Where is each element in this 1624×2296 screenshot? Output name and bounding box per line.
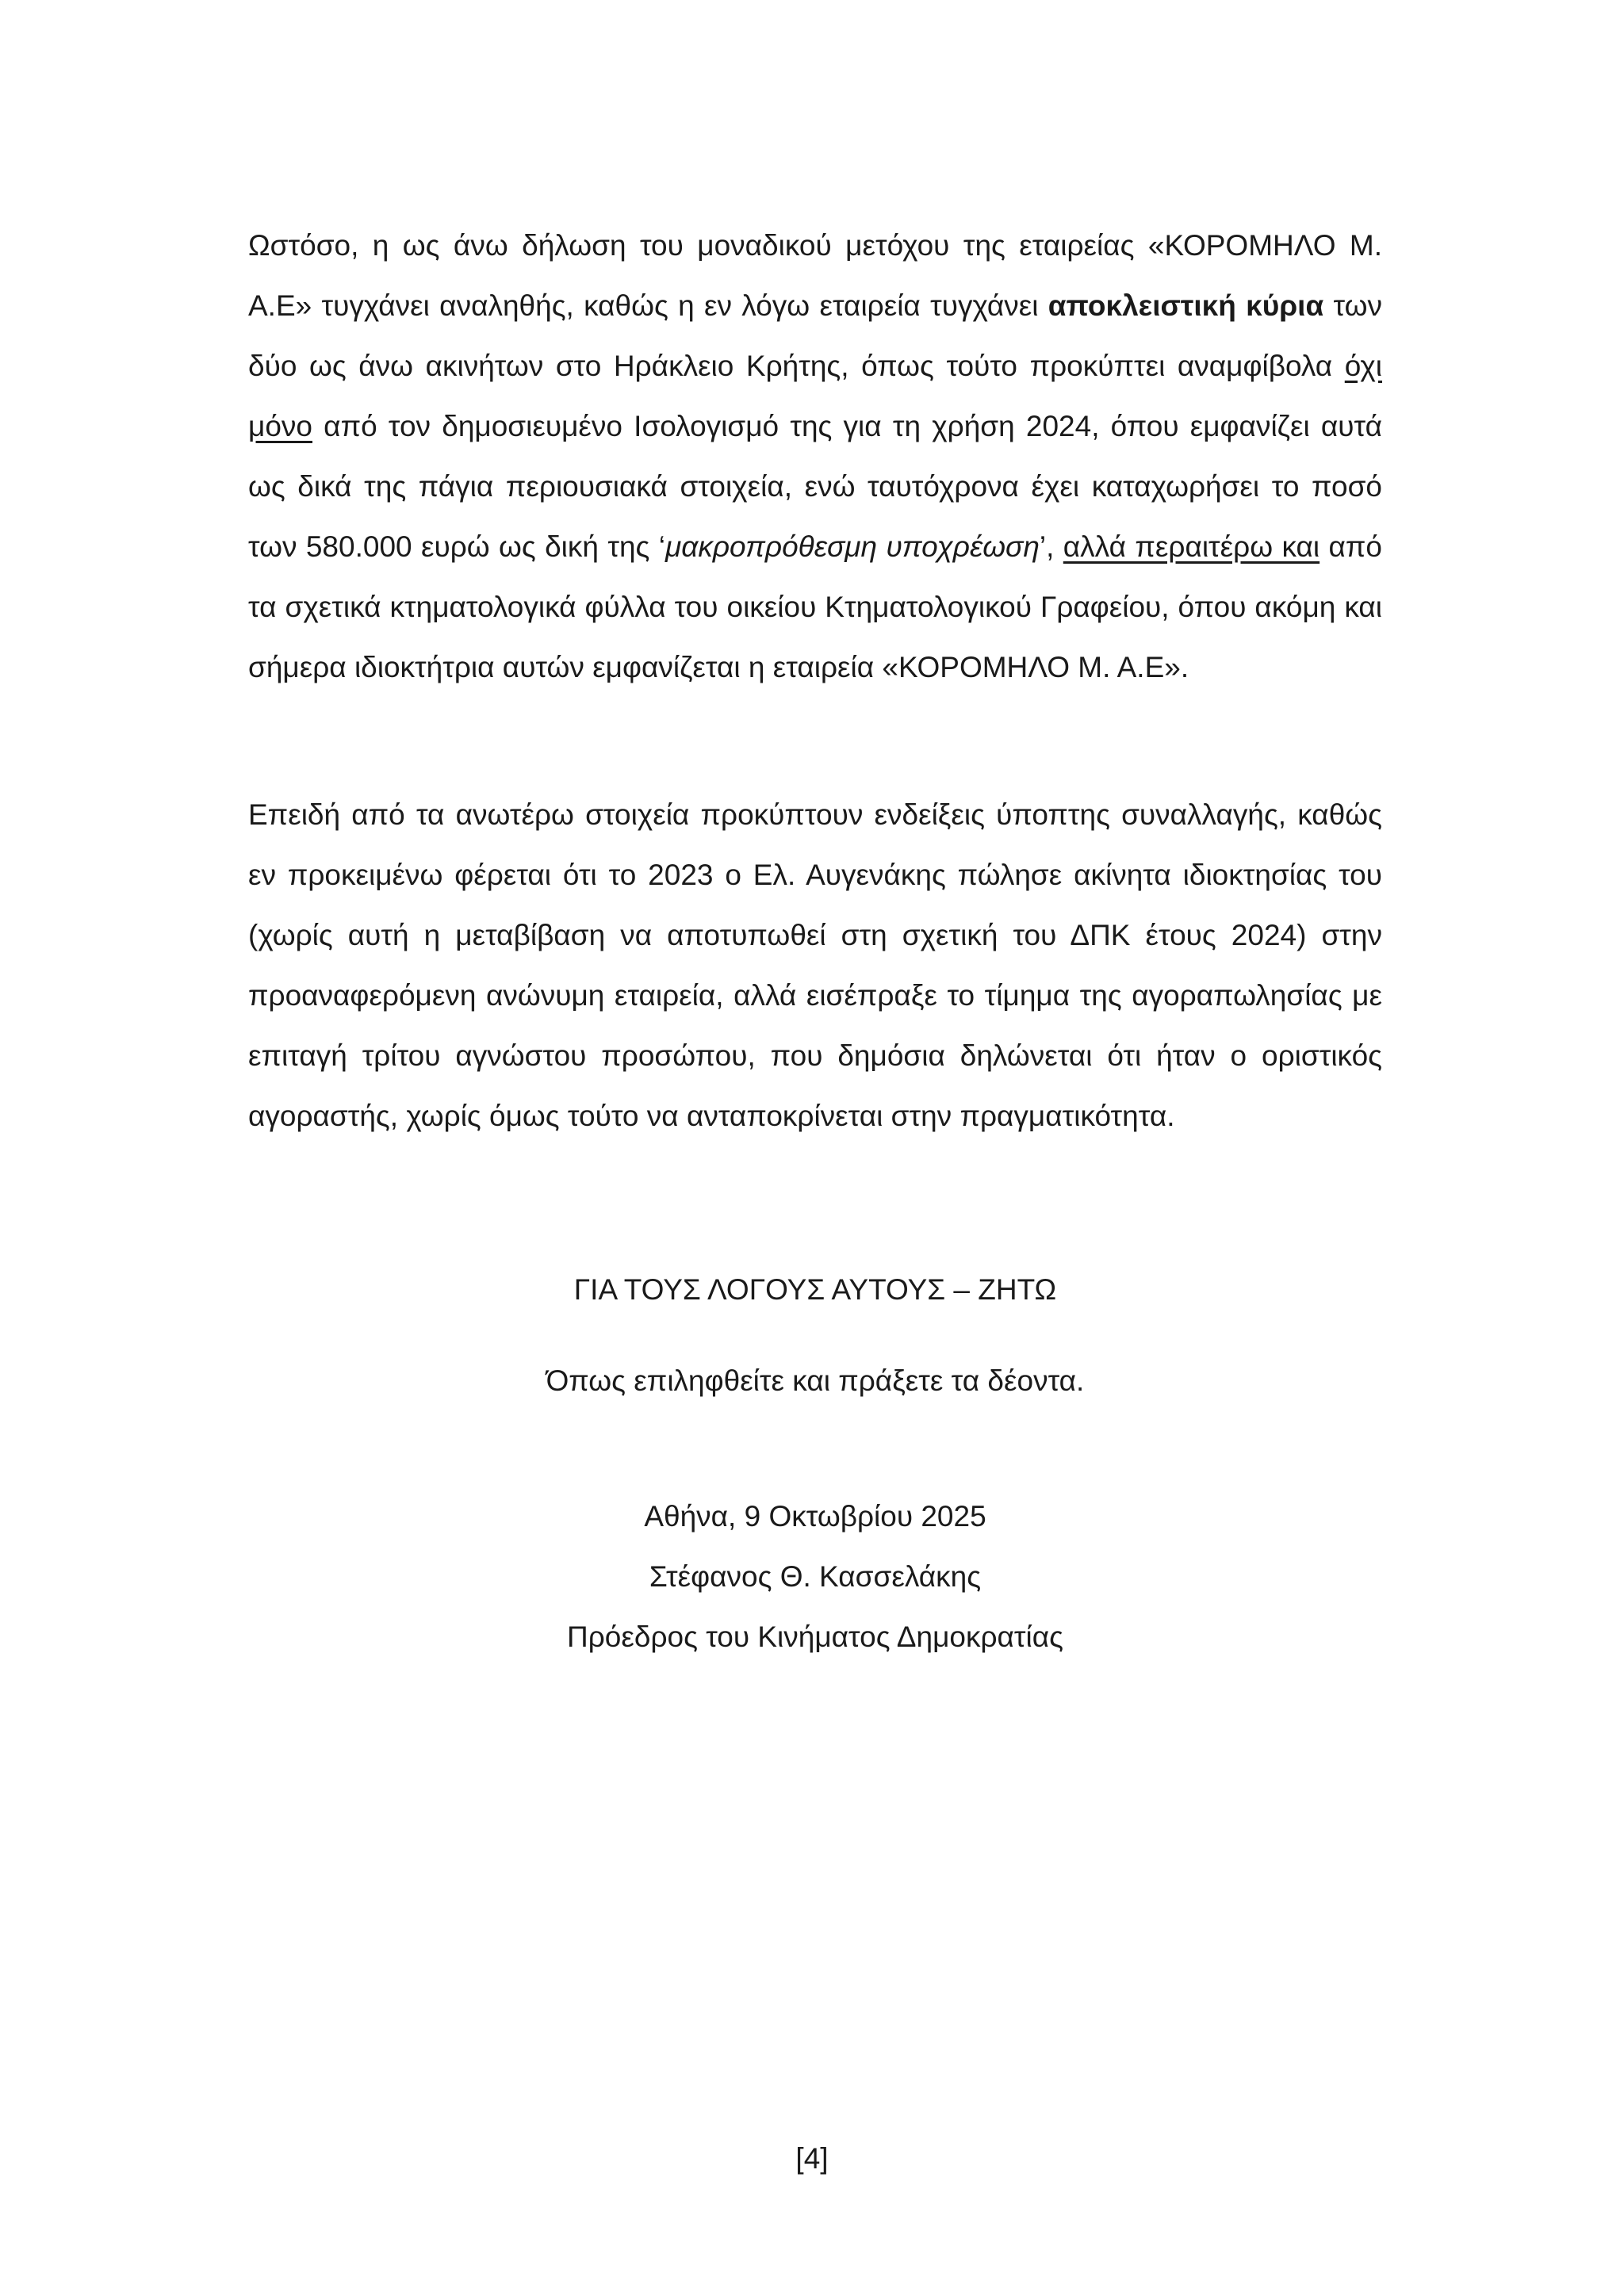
signature-date: Αθήνα, 9 Οκτωβρίου 2025 xyxy=(644,1500,986,1533)
signature-name: Στέφανος Θ. Κασσελάκης xyxy=(649,1560,982,1593)
paragraph-text: ’, xyxy=(1039,530,1063,563)
request-heading: ΓΙΑ ΤΟΥΣ ΛΟΓΟΥΣ ΑΥΤΟΥΣ – ΖΗΤΩ xyxy=(573,1273,1057,1306)
italic-emphasis: μακροπρόθεσμη υποχρέωση xyxy=(665,530,1040,563)
signature-role: Πρόεδρος του Κινήματος Δημοκρατίας xyxy=(567,1621,1063,1653)
underlined-emphasis: όχι μόνο xyxy=(248,350,1382,442)
bold-emphasis: αποκλειστική κύρια xyxy=(1048,289,1324,322)
request-statement: Όπως επιληφθείτε και πράξετε τα δέοντα. xyxy=(546,1364,1085,1397)
paragraph-text: των δύο ως άνω ακινήτων στο Ηράκλειο Κρήτης, όπως τούτο προκύπτει αναμφίβολα xyxy=(248,289,1382,382)
page-number: [4] xyxy=(795,2142,829,2175)
paragraph-text: Ωστόσο, η ως άνω δήλωση του μοναδικού μετόχου της εταιρείας «ΚΟΡΟΜΗΛΟ Μ. Α.Ε» τυγχάνει αναληθής, καθώς η εν λόγω εταιρεία τυγχάνει xyxy=(248,229,1382,322)
underlined-emphasis: αλλά περαιτέρω και xyxy=(1063,530,1320,563)
paragraph-text: από τον δημοσιευμένο Ισολογισμό της για τη χρήση 2024, όπου εμφανίζει αυτά ως δικά της πάγια περιουσιακά στοιχεία, ενώ ταυτόχρονα έχει καταχωρήσει το ποσό των 580.000 ευρώ ως δική της ‘ xyxy=(248,410,1382,563)
paragraph-text: από τα σχετικά κτηματολογικά φύλλα του οικείου Κτηματολογικού Γραφείου, όπου ακόμη και σήμερα ιδιοκτήτρια αυτών εμφανίζεται η εταιρεία «ΚΟΡΟΜΗΛΟ Μ. Α.Ε». xyxy=(248,530,1382,683)
paragraph-suspicious-transaction: Επειδή από τα ανωτέρω στοιχεία προκύπτουν ενδείξεις ύποπτης συναλλαγής, καθώς εν προκειμένω φέρεται ότι το 2023 ο Ελ. Αυγενάκης πώλησε ακίνητα ιδιοκτησίας του (χωρίς αυτή η μεταβίβαση να αποτυπωθεί στη σχετική του ΔΠΚ έτους 2024) στην προαναφερόμενη ανώνυμη εταιρεία, αλλά εισέπραξε το τίμημα της αγοραπωλησίας με επιταγή τρίτου αγνώστου προσώπου, που δημόσια δηλώνεται ότι ήταν ο οριστικός αγοραστής, χωρίς όμως τούτο να ανταποκρίνεται στην πραγματικότητα. xyxy=(248,798,1382,1132)
paragraph-ownership-claim xyxy=(248,216,1382,698)
